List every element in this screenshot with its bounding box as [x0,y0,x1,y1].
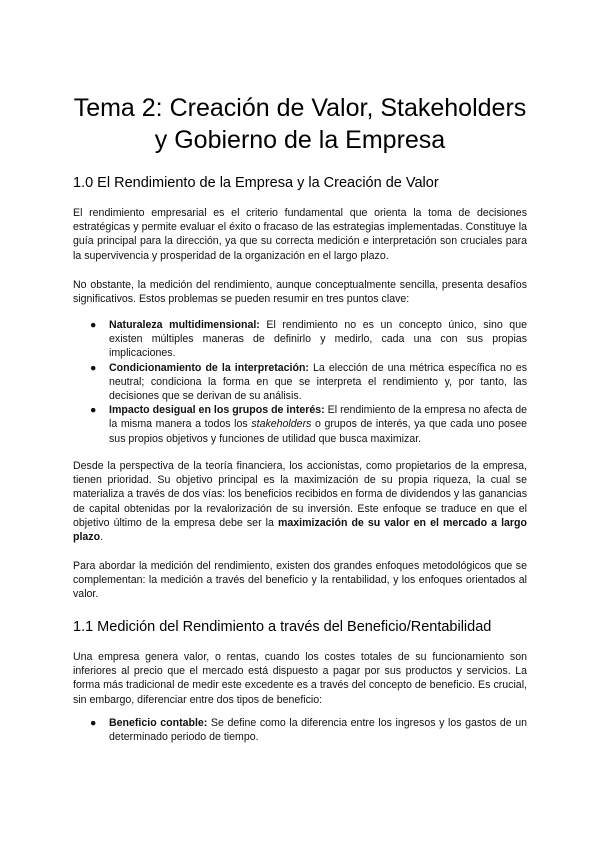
list-item-text: La elección de una métrica específica no es neutral; condiciona la forma en que se interpreta el rendimiento y, por tanto, las decisiones que se derivan de su análisis. [109,361,527,403]
list-item [73,318,527,361]
paragraph-text: . [100,531,104,544]
list-item-term: Condicionamiento de la interpretación: [109,361,309,374]
bullet-icon: ● [90,361,97,374]
challenges-list [73,318,527,446]
profit-types-list [73,716,527,744]
section-heading-1-1: 1.1 Medición del Rendimiento a través del Beneficio/Rentabilidad [73,619,492,635]
list-item [73,361,527,404]
bullet-icon: ● [90,717,97,729]
section-heading-1-0: 1.0 El Rendimiento de la Empresa y la Creación de Valor [73,175,439,191]
list-item-text: o grupos de interés, ya que cada uno posee sus propios objetivos y funciones de utilidad que busca maximizar. [109,418,528,445]
paragraph: Una empresa genera valor, o rentas, cuando los costes totales de su funcionamiento son inferiores al precio que el mercado está dispuesto a pagar por sus productos y servicios. La forma más tradicional de medir este excedente es a través del concepto de beneficio. Es crucial, sin embargo, diferenciar entre dos tipos de beneficio: [73,651,527,706]
paragraph: No obstante, la medición del rendimiento, aunque conceptualmente sencilla, presenta desafíos significativos. Estos problemas se pueden resumir en tres puntos clave: [73,279,527,306]
list-item [73,403,527,446]
bullet-icon: ● [90,404,97,417]
paragraph: Para abordar la medición del rendimiento, existen dos grandes enfoques metodológicos que se complementan: la medición a través del beneficio y la rentabilidad, y los enfoques orientados al valor. [73,560,527,601]
list-item-text: El rendimiento de la empresa no afecta de la misma manera a todos los [109,404,527,431]
title-line-1: Tema 2: Creación de Valor, Stakeholders [73,94,527,122]
list-item-text: Se define como la diferencia entre los ingresos y los gastos de un determinado periodo de tiempo. [109,717,527,744]
paragraph: El rendimiento empresarial es el criterio fundamental que orienta la toma de decisiones estratégicas y permite evaluar el éxito o fracaso de las estrategias implementadas. Constituye la guía principal para la dirección, ya que su correcta medición e interpretación son cruciales para la supervivencia y prosperidad de la organización en el largo plazo. [73,207,527,262]
list-item [73,716,527,744]
title-line-2: y Gobierno de la Empresa [154,126,446,154]
list-item-term: Impacto desigual en los grupos de interés: [109,404,325,417]
paragraph-emphasis: maximización de su valor en el mercado a largo plazo [73,516,527,544]
list-item-text: El rendimiento no es un concepto único, sino que existen múltiples maneras de definirlo y medirlo, cada una con sus propias implicaciones. [109,319,527,360]
paragraph-text: Desde la perspectiva de la teoría financiera, los accionistas, como propietarios de la empresa, tienen prioridad. Su objetivo principal es la maximización de su propia riqueza, la cual se materializa a través de dos vías: los beneficios recibidos en forma de dividendos y las ganancias de capital obtenidas por la revalorización de su inversión. Este enfoque se traduce en que el objetivo último de la empresa debe ser la [73,460,527,529]
document-title [73,92,527,156]
list-item-italic: stakeholders [251,418,312,431]
bullet-icon: ● [90,319,97,331]
paragraph [73,459,527,544]
list-item-term: Beneficio contable: [109,717,208,729]
list-item-term: Naturaleza multidimensional: [109,319,260,331]
